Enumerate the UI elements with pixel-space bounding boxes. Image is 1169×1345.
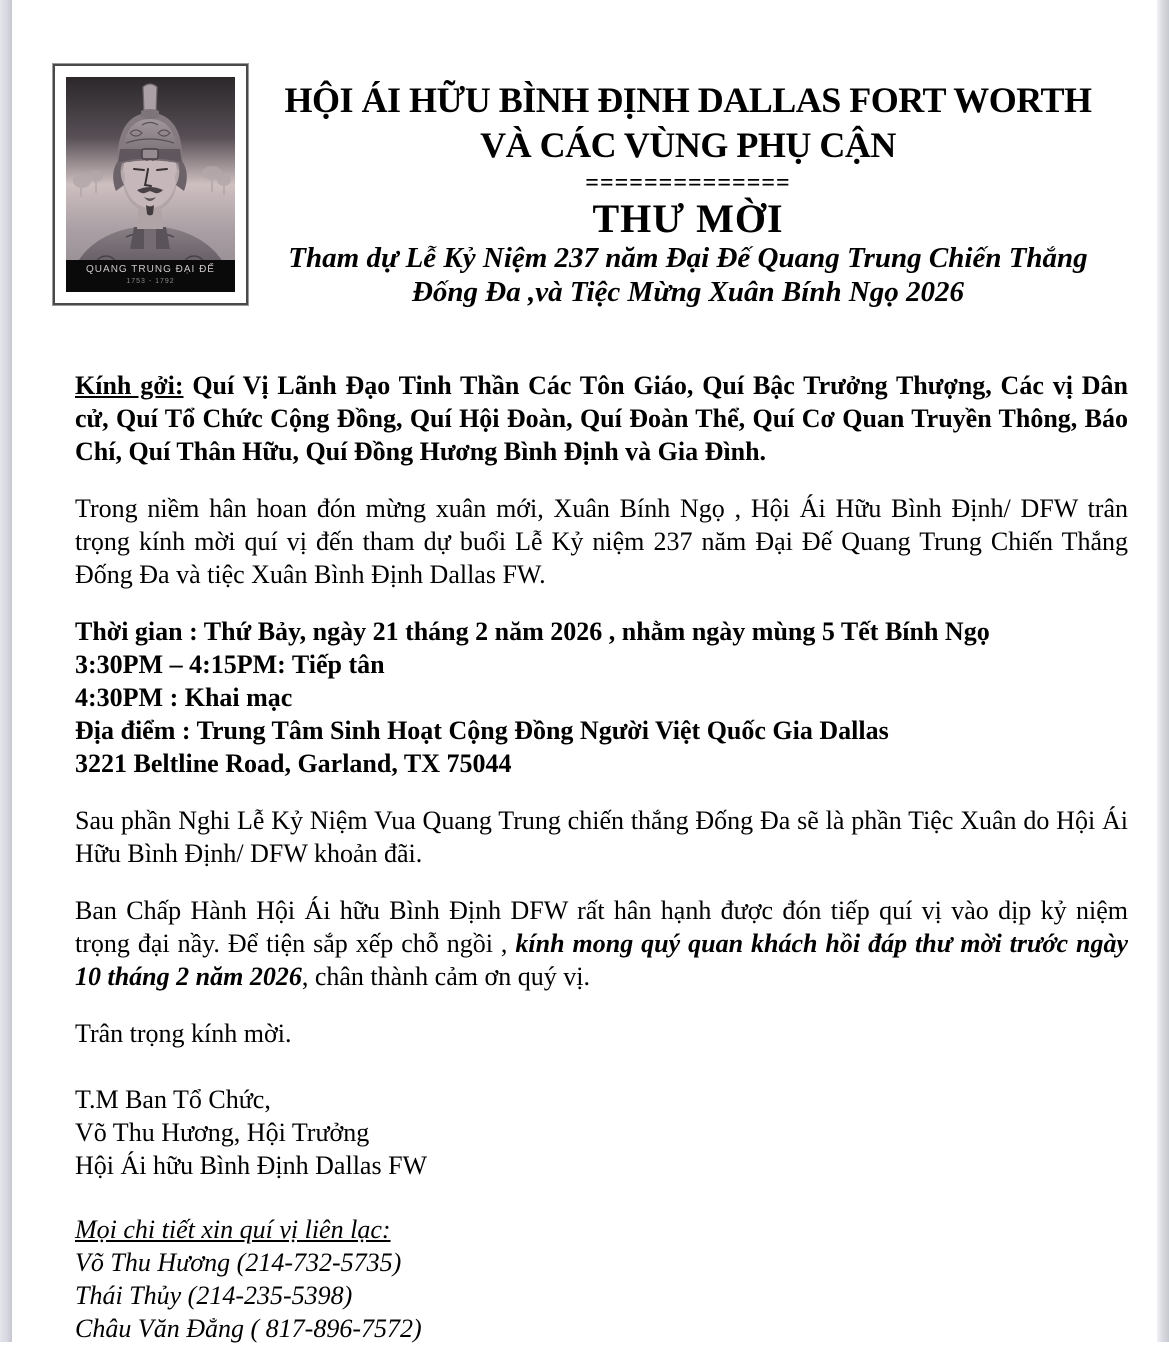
schedule-line-address: 3221 Beltline Road, Garland, TX 75044 (75, 749, 512, 778)
page-edge-left (0, 0, 12, 1342)
contact-item: Thái Thủy (214-235-5398) (75, 1281, 353, 1310)
schedule-line-opening: 4:30PM : Khai mạc (75, 683, 293, 712)
portrait-years: 1753 - 1792 (126, 278, 175, 285)
letterhead-text (248, 64, 1128, 309)
letter-subtitle-line1: Tham dự Lễ Kỷ Niệm 237 năm Đại Đế Quang Trung Chiến Thắng (288, 242, 1088, 274)
letterhead (53, 64, 1128, 309)
portrait-caption: QUANG TRUNG ĐẠI ĐẾ (86, 264, 215, 275)
intro-paragraph: Trong niềm hân hoan đón mừng xuân mới, Xuân Bính Ngọ , Hội Ái Hữu Bình Định/ DFW trân trọng kính mời quí vị đến tham dự buổi Lễ Kỷ niệm 237 năm Đại Đế Quang Trung Chiến Thắng Đống Đa và tiệc Xuân Bình Định Dallas FW. (75, 494, 1128, 589)
letter-body (75, 369, 1128, 1345)
rsvp-text-end: , chân thành cảm ơn quý vị. (301, 962, 590, 991)
contact-heading: Mọi chi tiết xin quí vị liên lạc: (75, 1215, 391, 1244)
portrait-photo (66, 77, 235, 292)
org-name-line2: VÀ CÁC VÙNG PHỤ CẬN (480, 125, 896, 165)
schedule-line-venue: Địa điểm : Trung Tâm Sinh Hoạt Cộng Đồng Người Việt Quốc Gia Dallas (75, 716, 889, 745)
schedule-line-time: Thời gian : Thứ Bảy, ngày 21 tháng 2 năm 2026 , nhằm ngày mùng 5 Tết Bính Ngọ (75, 617, 990, 646)
recipients-label: Kính gởi: (75, 371, 184, 400)
schedule-block (75, 615, 1128, 780)
recipients-text: Quí Vị Lãnh Đạo Tinh Thần Các Tôn Giáo, Quí Bậc Trưởng Thượng, Các vị Dân cử, Quí Tổ Chức Cộng Đồng, Quí Hội Đoàn, Quí Đoàn Thể, Quí Cơ Quan Truyền Thông, Báo Chí, Quí Thân Hữu, Quí Đồng Hương Bình Định và Gia Đình. (75, 371, 1128, 466)
contact-item: Châu Văn Đẳng ( 817-896-7572) (75, 1314, 422, 1343)
rsvp-emphasis: kính mong quý quan khách hồi đáp thư mời trước ngày 10 tháng 2 năm 2026 (75, 929, 1129, 991)
signature-org: Hội Ái hữu Bình Định Dallas FW (75, 1151, 428, 1180)
org-name-line1: HỘI ÁI HỮU BÌNH ĐỊNH DALLAS FORT WORTH (284, 80, 1092, 120)
letter-content (12, 0, 1157, 1342)
signature-name: Võ Thu Hương, Hội Trưởng (75, 1118, 370, 1147)
contact-item: Võ Thu Hương (214-732-5735) (75, 1248, 402, 1277)
rsvp-text-start: Ban Chấp Hành Hội Ái hữu Bình Định DFW rất hân hạnh được đón tiếp quí vị vào dịp kỷ niệm trọng đại nầy. Để tiện sắp xếp chỗ ngồi , (75, 896, 1128, 958)
rsvp-paragraph (75, 894, 1128, 993)
portrait-frame (53, 64, 248, 305)
portrait-caption-band (66, 260, 235, 292)
schedule-line-reception: 3:30PM – 4:15PM: Tiếp tân (75, 650, 385, 679)
signature-block (75, 1083, 1128, 1182)
page-edge-right (1156, 0, 1169, 1342)
letter-title: THƯ MỜI (592, 196, 784, 241)
recipients-paragraph (75, 369, 1128, 468)
letter-subtitle-line2: Đống Đa ,và Tiệc Mừng Xuân Bính Ngọ 2026 (411, 276, 965, 308)
header-divider: ============== (585, 170, 791, 196)
after-ceremony-paragraph: Sau phần Nghi Lễ Kỷ Niệm Vua Quang Trung chiến thắng Đống Đa sẽ là phần Tiệc Xuân do Hội Ái Hữu Bình Định/ DFW khoản đãi. (75, 806, 1128, 868)
contact-block (75, 1213, 1128, 1345)
closing-line: Trân trọng kính mời. (75, 1019, 292, 1048)
signature-role: T.M Ban Tổ Chức, (75, 1085, 271, 1114)
